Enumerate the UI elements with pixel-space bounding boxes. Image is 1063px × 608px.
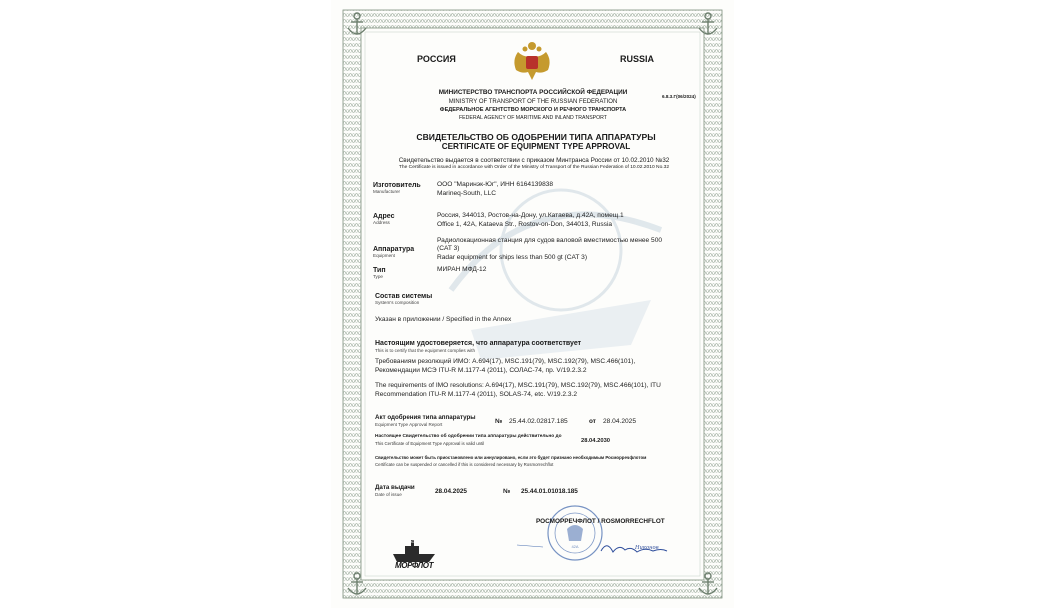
agency-en: FEDERAL AGENCY OF MARITIME AND INLAND TRANSPORT xyxy=(459,115,607,121)
manufacturer-value-ru: ООО "Маринэк-Юг", ИНН 6164139838 xyxy=(437,181,554,188)
composition-label-ru: Состав системы xyxy=(375,293,433,300)
equipment-label-ru: Аппаратура xyxy=(373,246,415,253)
certificate-title-en: CERTIFICATE OF EQUIPMENT TYPE APPROVAL xyxy=(441,142,631,151)
requirements-en-2: Recommendation ITU-R M.1177-4 (2011), SOLAS-74, etc. V/19.2.3.2 xyxy=(375,391,578,398)
type-label-en: Type xyxy=(373,274,383,279)
issued-basis-en: The Certificate is issued in accordance with Order of the Ministry of Transport of the Russian Federation of 10.02.2010 No.32 xyxy=(398,165,670,170)
requirements-ru-2: Рекомендации МСЭ ITU-R M.1177-4 (2011), СОЛАС-74, пр. V/19.2.3.2 xyxy=(375,367,587,374)
type-label-ru: Тип xyxy=(373,267,386,274)
manufacturer-label-ru: Изготовитель xyxy=(373,182,421,189)
equipment-label-en: Equipment xyxy=(373,253,395,258)
official-seal xyxy=(548,506,602,560)
logo-wordmark: МОРФЛОТ xyxy=(395,561,434,570)
logo-top-text: РОСМОР xyxy=(401,540,417,544)
requirements-ru-1: Требованиям резолюций ИМО: A.694(17), MSC.191(79), MSC.192(79), MSC.466(101), xyxy=(375,358,636,365)
report-from: от xyxy=(589,418,596,425)
certify-heading-ru: Настоящим удостоверяется, что аппаратура соответствует xyxy=(375,340,582,347)
issue-label-ru: Дата выдачи xyxy=(375,484,415,491)
certificate-title-ru: СВИДЕТЕЛЬСТВО ОБ ОДОБРЕНИИ ТИПА АППАРАТУРЫ xyxy=(416,132,656,142)
equipment-value-ru-2: (CAT 3) xyxy=(437,245,460,252)
agency-ru: ФЕДЕРАЛЬНОЕ АГЕНТСТВО МОРСКОГО И РЕЧНОГО ТРАНСПОРТА xyxy=(439,107,627,113)
form-code: 6.8.3.Г(06/2024) xyxy=(662,94,696,99)
ministry-ru: МИНИСТЕРСТВО ТРАНСПОРТА РОССИЙСКОЙ ФЕДЕРАЦИИ xyxy=(438,89,628,96)
issue-number: 25.44.01.01018.185 xyxy=(521,488,578,495)
report-number-sign: № xyxy=(495,418,503,425)
equipment-value-en: Radar equipment for ships less than 500 gt (CAT 3) xyxy=(437,254,588,261)
type-value: МИРАН МФД-12 xyxy=(437,266,487,273)
country-ru: РОССИЯ xyxy=(417,54,456,64)
ministry-en: MINISTRY OF TRANSPORT OF THE RUSSIAN FEDERATION xyxy=(448,99,618,105)
address-value-ru: Россия, 344013, Ростов-на-Дону, ул.Катаева, д.42А, помещ.1 xyxy=(437,212,624,219)
validity-date: 28.04.2030 xyxy=(581,438,611,444)
address-label-ru: Адрес xyxy=(373,213,395,220)
notice-ru: Свидетельство может быть приостановлено или аннулировано, если это будет признано необходимым Росморречфлотом xyxy=(375,455,647,460)
notice-en: Certificate can be suspended or cancelled if this is considered necessary by Rosmorrechflot xyxy=(375,462,554,467)
composition-value: Указан в приложении / Specified in the Annex xyxy=(375,316,512,323)
report-label-en: Equipment Type Approval Report xyxy=(375,422,443,427)
certify-heading-en: This is to certify that the equipment complies with xyxy=(375,348,476,353)
coat-of-arms-icon xyxy=(514,42,549,80)
validity-text-ru: Настоящее Свидетельство об одобрении типа аппаратуры действительно до xyxy=(375,434,562,439)
manufacturer-value-en: Marineq-South, LLC xyxy=(437,190,497,197)
report-date: 28.04.2025 xyxy=(603,418,637,425)
issue-date: 28.04.2025 xyxy=(435,488,467,495)
address-value-en: Office 1, 42A, Kataeva Str., Rostov-on-Don, 344013, Russia xyxy=(437,221,613,228)
address-label-en: Address xyxy=(373,220,390,225)
equipment-value-ru-1: Радиолокационная станция для судов валовой вместимостью менее 500 xyxy=(437,237,663,244)
issue-label-en: Date of issue xyxy=(375,492,402,497)
issue-number-sign: № xyxy=(503,488,511,495)
country-en: RUSSIA xyxy=(620,54,655,64)
signing-authority: РОСМОРРЕЧФЛОТ / ROSMORRECHFLOT xyxy=(536,518,665,525)
signer-name: Никонов xyxy=(635,545,659,551)
composition-label-en: System's composition xyxy=(375,300,420,305)
manufacturer-label-en: Manufacturer xyxy=(373,189,401,194)
issued-basis-ru: Свидетельство выдается в соответствии с приказом Минтранса России от 10.02.2010 №32 xyxy=(398,157,670,164)
validity-text-en: This Certificate of Equipment Type Approval is valid until xyxy=(375,441,485,446)
svg-text:42А: 42А xyxy=(571,544,579,549)
report-number: 25.44.02.02817.185 xyxy=(509,418,568,425)
report-label-ru: Акт одобрения типа аппаратуры xyxy=(375,414,476,421)
certificate-sheet xyxy=(331,0,734,608)
requirements-en-1: The requirements of IMO resolutions: A.694(17), MSC.191(79), MSC.192(79), MSC.466(101), ITU xyxy=(375,382,661,389)
